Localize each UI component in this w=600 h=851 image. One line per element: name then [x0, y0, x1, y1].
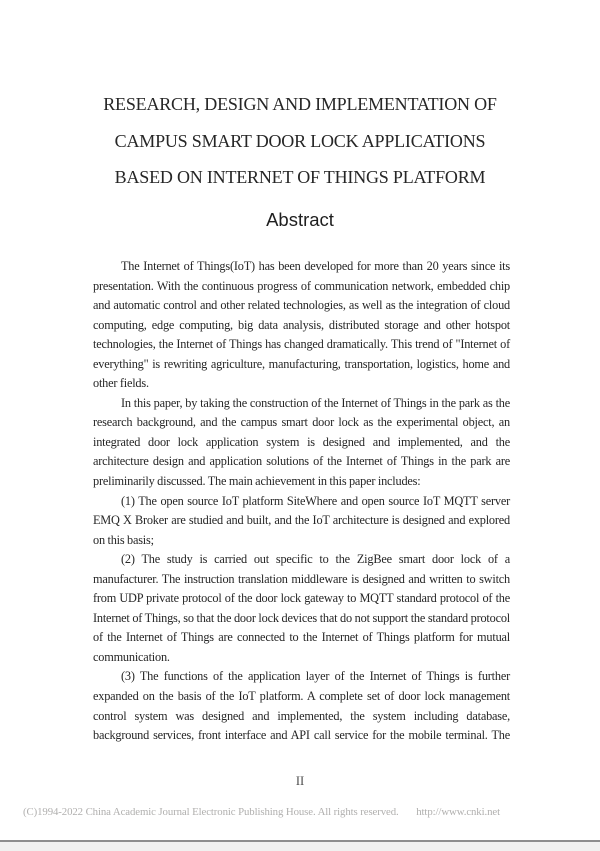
abstract-heading: Abstract	[266, 209, 334, 230]
thesis-title-line-3: BASED ON INTERNET OF THINGS PLATFORM	[114, 167, 486, 187]
cnki-url: http://www.cnki.net	[416, 806, 500, 818]
abstract-paragraph-achievement-3: (3) The functions of the application layer of the Internet of Things is further expanded on the basis of the IoT platform. A complete set of door lock management control system was designed and implemented, the system including database, background services, front interface and API call service for the mobile terminal. The	[93, 669, 510, 743]
cnki-footer	[23, 806, 593, 818]
abstract-body	[93, 257, 510, 746]
abstract-paragraph-background: In this paper, by taking the construction of the Internet of Things in the park as the research background, and the campus smart door lock as the experimental object, an integrated door lock application system is designed and implemented, and the architecture design and application solutions of the Internet of Things in the park are preliminarily discussed. The main achievement in this paper includes:	[93, 395, 510, 489]
thesis-title-line-2: CAMPUS SMART DOOR LOCK APPLICATIONS	[114, 130, 486, 151]
abstract-paragraph-achievement-1: (1) The open source IoT platform SiteWhere and open source IoT MQTT server EMQ X Broker are studied and built, and the IoT architecture is designed and explored on this basis;	[93, 493, 510, 547]
abstract-paragraph-achievement-2: (2) The study is carried out specific to the ZigBee smart door lock of a manufacturer. The instruction translation middleware is designed and written to switch from UDP private protocol of the door lock gateway to MQTT standard protocol of the Internet of Things, so that the door lock devices that do not support the standard protocol of the Internet of Things are connected to the Internet of Things platform for mutual communication.	[93, 552, 510, 664]
abstract-paragraph-intro: The Internet of Things(IoT) has been developed for more than 20 years since its presentation. With the continuous progress of communication network, embedded chip and automatic control and other related technologies, as well as the integration of cloud computing, edge computing, big data analysis, distributed storage and other hotspot technologies, the Internet of Things has changed dramatically. This trend of "Internet of everything" is rewriting agriculture, manufacturing, transportation, logistics, home and other fields.	[93, 259, 510, 391]
copyright-notice: (C)1994-2022 China Academic Journal Electronic Publishing House. All rights reserved.	[23, 806, 399, 818]
bottom-edge-strip	[0, 842, 600, 851]
page-number: II	[295, 774, 305, 788]
thesis-title-line-1: RESEARCH, DESIGN AND IMPLEMENTATION OF	[103, 94, 497, 114]
thesis-title	[40, 86, 560, 196]
